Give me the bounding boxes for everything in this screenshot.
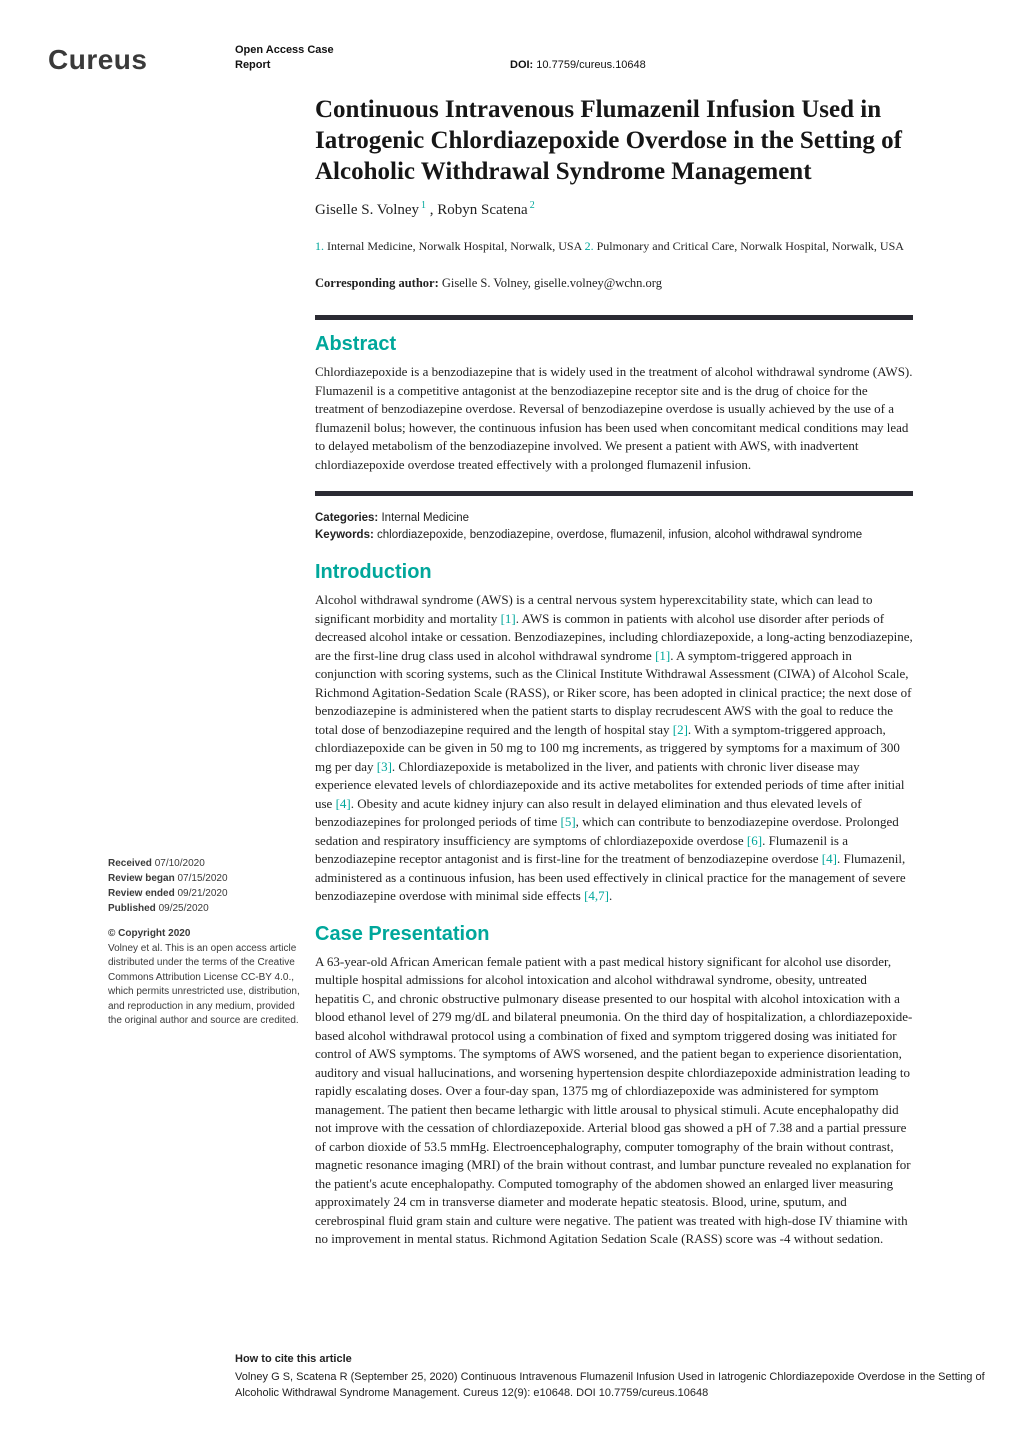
author-list — [315, 202, 913, 219]
doi-label: DOI: — [510, 59, 534, 71]
section-divider — [315, 491, 913, 496]
introduction-heading: Introduction — [315, 561, 432, 583]
author-link[interactable] — [315, 202, 426, 218]
article-type-line2: Report — [235, 59, 271, 72]
citation-link[interactable]: [4] — [821, 851, 837, 866]
citation-link[interactable]: [1] — [500, 610, 516, 626]
abstract-heading: Abstract — [315, 333, 397, 355]
affiliation-text: Internal Medicine, Norwalk Hospital, Norwalk, USA — [327, 239, 582, 253]
article-meta — [315, 510, 913, 544]
article — [315, 94, 913, 1249]
date-label: Published — [108, 903, 156, 914]
citation-link[interactable]: [1] — [655, 647, 671, 663]
review-began-date — [108, 871, 304, 886]
affiliation-number: 1. — [315, 239, 324, 253]
published-date — [108, 901, 304, 916]
affiliations — [315, 239, 913, 254]
citation-text: Volney G S, Scatena R (September 25, 2020) Continuous Intravenous Flumazenil Infusion Used in Iatrogenic Chlordiazepoxide Overdose in the Setting of Alcoholic Withdrawal Syndrome Management. Cureus 12(9): e10648. DOI 10.7759/cureus.10648 — [235, 1371, 985, 1399]
review-ended-date — [108, 886, 304, 901]
copyright-notice — [108, 927, 304, 1029]
review-timeline-sidebar — [108, 856, 304, 1029]
categories-label: Categories: — [315, 512, 379, 524]
date-value: 07/10/2020 — [154, 858, 205, 869]
author-name: Robyn Scatena — [437, 202, 528, 218]
received-date — [108, 856, 304, 871]
keywords-label: Keywords: — [315, 529, 374, 541]
date-value: 07/15/2020 — [177, 873, 228, 884]
date-label: Review ended — [108, 888, 175, 899]
citation-link[interactable]: [6] — [746, 832, 763, 848]
date-value: 09/21/2020 — [177, 888, 228, 899]
corresponding-name: Giselle S. Volney, — [441, 276, 531, 290]
keywords-value: chlordiazepoxide, benzodiazepine, overdose, flumazenil, infusion, alcohol withdrawal syndrome — [377, 529, 863, 541]
citation-footer — [235, 1351, 993, 1401]
citation-link[interactable]: [3] — [376, 758, 392, 774]
copyright-label: © Copyright 2020 — [108, 928, 191, 939]
case-presentation-section — [315, 923, 913, 1249]
section-divider — [315, 315, 913, 320]
copyright-text: Volney et al. This is an open access article distributed under the terms of the Creative Commons Attribution License CC-BY 4.0., which permits unrestricted use, distribution, and reproduction in any medium, provided the original author and source are credited. — [108, 942, 300, 1026]
citation-link[interactable]: [4,7] — [584, 888, 609, 903]
article-title: Continuous Intravenous Flumazenil Infusion Used in Iatrogenic Chlordiazepoxide Overdose in the Setting of Alcoholic Withdrawal Syndrome Management — [315, 96, 902, 185]
citation-link[interactable]: [5] — [560, 814, 576, 829]
doi-value: 10.7759/cureus.10648 — [536, 59, 646, 71]
doi-line — [510, 59, 646, 71]
cureus-logo[interactable]: Cureus — [48, 44, 148, 75]
date-value: 09/25/2020 — [158, 903, 209, 914]
affiliation-text: Pulmonary and Critical Care, Norwalk Hospital, Norwalk, USA — [596, 239, 904, 253]
affiliation-number: 2. — [584, 239, 594, 253]
introduction-section — [315, 561, 913, 906]
how-to-cite-heading: How to cite this article — [235, 1353, 352, 1365]
corresponding-email[interactable]: giselle.volney@wchn.org — [534, 276, 662, 290]
case-presentation-heading: Case Presentation — [315, 922, 490, 945]
corresponding-label: Corresponding author: — [315, 276, 439, 290]
article-type-line1: Open Access Case — [235, 44, 334, 56]
author-affiliation-sup: 1 — [421, 200, 427, 211]
date-label: Review began — [108, 873, 175, 884]
author-link[interactable] — [437, 202, 534, 218]
case-presentation-text: A 63-year-old African American female patient with a past medical history significant for alcohol use disorder, multiple hospital admissions for alcohol intoxication and alcohol withdrawal syndrome, obesity, untreated hepatitis C, and chronic obstructive pulmonary disease presented to our hospital with alcohol intoxication with a blood ethanol level of 279 mg/dL and bilateral pneumonia. On the third day of hospitalization, a chlordiazepoxide-based alcohol withdrawal protocol using a combination of fixed and symptom triggered dosing was initiated for control of AWS symptoms. The symptoms of AWS worsened, and the patient began to experience disorientation, auditory and visual hallucinations, and worsening hypertension despite chlordiazepoxide administration leading to rapidly escalating doses. Over a four-day span, 1375 mg of chlordiazepoxide was administered for symptom management. The patient then became lethargic with little arousal to physical stimuli. Acute encephalopathy did not improve with the cessation of chlordiazepoxide. Arterial blood gas showed a pH of 7.38 and a partial pressure of carbon dioxide of 53.5 mmHg. Electroencephalography, computer tomography of the brain without contrast, magnetic resonance imaging (MRI) of the brain without contrast, and lumbar puncture revealed no explanation for the patient's acute encephalopathy. Computed tomography of the abdomen showed an enlarged liver measuring approximately 24 cm in transverse diameter and moderate hepatic steatosis. Blood, urine, sputum, and cerebrospinal fluid gram stain and culture were negative. The patient was treated with high-dose IV thiamine with no improvement in mental status. Richmond Agitation Sedation Scale (RASS) score was -4 without sedation. — [315, 953, 913, 1246]
date-label: Received — [108, 858, 152, 869]
citation-link[interactable]: [2] — [672, 721, 688, 737]
author-separator: , — [429, 202, 434, 218]
abstract-text: Chlordiazepoxide is a benzodiazepine that is widely used in the treatment of alcohol withdrawal syndrome (AWS). Flumazenil is a competitive antagonist at the benzodiazepine receptor site and is the drug of choice for the treatment of benzodiazepine overdose. Reversal of benzodiazepine overdose is usually achieved by the use of a flumazenil bolus; however, the continuous infusion has been used when concomitant medical conditions may lead to delayed metabolism of the benzodiazepine involved. We present a patient with AWS, with inadvertent chlordiazepoxide overdose treated effectively with a prolonged flumazenil infusion. — [315, 364, 913, 472]
author-name: Giselle S. Volney — [315, 202, 420, 218]
keywords-line — [315, 527, 913, 544]
corresponding-author — [315, 276, 913, 291]
article-type-badge — [235, 43, 334, 74]
categories-value[interactable]: Internal Medicine — [381, 512, 470, 524]
introduction-text: Alcohol withdrawal syndrome (AWS) is a central nervous system hyperexcitability state, which can lead to significant morbidity and mortality [1]. AWS is common in patients with alcohol use disorder after periods of decreased alcohol intake or cessation. Benzodiazepines, including chlordiazepoxide, a long-acting benzodiazepine, are the first-line drug class used in alcohol withdrawal syndrome [1]. A symptom-triggered approach in conjunction with scoring systems, such as the Clinical Institute Withdrawal Assessment (CIWA) of Alcohol Scale, Richmond Agitation-Sedation Scale (RASS), or Riker score, has been adopted in clinical practice; the next dose of benzodiazepine is administered when the patient starts to display recrudescent AWS with the goal to reduce the total dose of benzodiazepine required and the length of hospital stay [2]. With a symptom-triggered approach, chlordiazepoxide can be given in 50 mg to 100 mg increments, as triggered by symptoms for a maximum of 300 mg per day [3]. Chlordiazepoxide is metabolized in the liver, and patients with chronic liver disease may experience elevated levels of chlordiazepoxide and its active metabolites for extended periods of time after initial use [4]. Obesity and acute kidney injury can also result in delayed elimination and thus elevated levels of benzodiazepines for prolonged periods of time [5], which can contribute to benzodiazepine overdose. Prolonged sedation and respiratory insufficiency are symptoms of chlordiazepoxide overdose [6]. Flumazenil is a benzodiazepine receptor antagonist and is first-line for the treatment of benzodiazepine overdose [4]. Flumazenil, administered as a continuous infusion, has been used effectively in clinical practice for the management of severe benzodiazepine overdose with minimal side effects [4,7]. — [315, 592, 913, 903]
abstract-section — [315, 333, 913, 474]
categories-line — [315, 510, 913, 527]
citation-link[interactable]: [4] — [335, 795, 351, 811]
author-affiliation-sup: 2 — [529, 200, 535, 211]
